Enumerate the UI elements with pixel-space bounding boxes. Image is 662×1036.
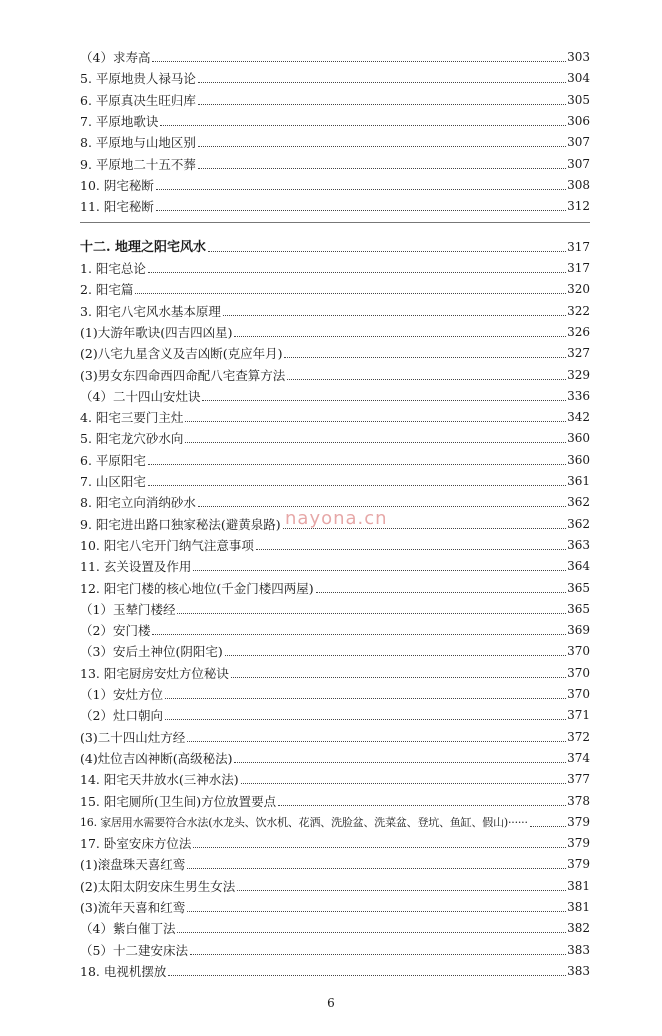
toc-entry-label: 3. 阳宅八宅风水基本原理 (80, 303, 221, 319)
toc-entry-page: 307 (567, 156, 590, 171)
toc-entry-page: 370 (567, 644, 590, 659)
toc-entry (80, 277, 590, 297)
toc-entry-label: 14. 阳宅天井放水(三神水法) (80, 772, 239, 788)
toc-entry-label: （4）紫白催丁法 (80, 921, 176, 937)
toc-entry-page: 379 (567, 857, 590, 872)
toc-entry-page: 361 (567, 474, 590, 488)
toc-entry-label: (3)男女东四命西四命配八宅查算方法 (80, 367, 286, 383)
toc-entry (80, 448, 590, 468)
toc-entry-label: （4）二十四山安灶诀 (80, 388, 201, 404)
toc-entry-page: 317 (567, 240, 590, 254)
dot-leader (198, 82, 566, 83)
toc-entry-label: 11. 玄关设置及作用 (80, 559, 192, 575)
toc-entry-label: 9. 阳宅进出路口独家秘法(避黄泉路) (80, 516, 281, 532)
toc-entry (80, 789, 590, 809)
toc-entry (80, 426, 590, 446)
toc-entry-page: 329 (567, 367, 590, 382)
toc-entry-page: 304 (567, 71, 590, 86)
toc-entry (80, 810, 590, 830)
toc-entry (80, 639, 590, 659)
toc-entry-page: 305 (567, 92, 590, 107)
toc-entry-label: 2. 阳宅篇 (80, 282, 134, 298)
toc-entry-label: (2)太阳太阴安床生男生女法 (80, 878, 236, 894)
dot-leader (152, 61, 566, 62)
dot-leader (165, 698, 566, 699)
toc-entry-label: （3）安后土神位(阴阳宅) (80, 644, 223, 660)
toc-entry-label: 8. 平原地与山地区别 (80, 135, 196, 151)
toc-entry-label: （2）灶口朝向 (80, 708, 163, 724)
toc-entry-page: 303 (567, 50, 590, 64)
toc-entry-page: 381 (567, 878, 590, 893)
toc-entry (80, 194, 590, 214)
toc-entry (80, 469, 590, 489)
toc-entry (80, 88, 590, 108)
toc-entry (80, 959, 590, 979)
dot-leader (177, 613, 566, 614)
dot-leader (152, 634, 566, 635)
dot-leader (165, 719, 566, 720)
dot-leader (256, 549, 566, 550)
toc-entry-page: 362 (567, 495, 590, 510)
toc-entry-label: (4)灶位吉凶神断(高级秘法) (80, 750, 233, 766)
toc-entry-page: 336 (567, 388, 590, 403)
toc-entry (80, 173, 590, 193)
toc-entry-page: 364 (567, 559, 590, 574)
dot-leader (177, 932, 566, 933)
dot-leader (198, 104, 566, 105)
dot-leader (231, 677, 566, 678)
toc-entry-label: （5）十二建安床法 (80, 942, 188, 958)
toc-entry (80, 130, 590, 150)
dot-leader (530, 826, 566, 827)
toc-entry-label: 1. 阳宅总论 (80, 261, 146, 276)
toc-entry (80, 66, 590, 86)
toc-entry (80, 895, 590, 915)
toc-entry-label: 11. 阳宅秘断 (80, 199, 154, 215)
toc-entry (80, 618, 590, 638)
toc-entry-label: 10. 阳宅八宅开门纳气注意事项 (80, 537, 254, 553)
dot-leader (202, 400, 566, 401)
dot-leader (148, 485, 566, 486)
dot-leader (223, 315, 566, 316)
toc-entry-page: 371 (567, 708, 590, 723)
toc-entry-page: 307 (567, 135, 590, 150)
toc-entry-page: 360 (567, 452, 590, 467)
dot-leader (185, 421, 566, 422)
toc-entry-page: 374 (567, 750, 590, 765)
dot-leader (160, 125, 566, 126)
toc-entry-page: 379 (567, 814, 590, 829)
toc-entry-label: 9. 平原地二十五不葬 (80, 156, 196, 172)
dot-leader (241, 783, 566, 784)
page-number: 6 (327, 996, 335, 1010)
toc-entry (80, 299, 590, 319)
toc-entry-page: 312 (567, 199, 590, 214)
toc-entry-label: 7. 山区阳宅 (80, 474, 146, 489)
toc-entry (80, 916, 590, 936)
toc-entry-page: 327 (567, 346, 590, 361)
toc-entry-page: 379 (567, 836, 590, 851)
toc-entry-page: 306 (567, 113, 590, 128)
toc-entry-label: 17. 卧室安床方位法 (80, 836, 192, 852)
toc-entry-label: 16. 家居用水需要符合水法(水龙头、饮水机、花洒、洗脸盆、洗菜盆、登坑、鱼缸、假山)······ (80, 815, 528, 829)
toc-entry-label: （4）求寿高 (80, 50, 151, 65)
dot-leader (135, 293, 566, 294)
dot-leader (234, 336, 566, 337)
toc-entry (80, 831, 590, 851)
toc-entry-page: 326 (567, 324, 590, 339)
toc-entry-page: 378 (567, 793, 590, 808)
dot-leader (193, 847, 566, 848)
toc-entry (80, 852, 590, 872)
toc-entry-label: 5. 阳宅龙穴砂水向 (80, 431, 184, 447)
dot-leader (278, 805, 566, 806)
toc-entry-label: 18. 电视机摆放 (80, 963, 167, 979)
toc-entry-label: 7. 平原地歌诀 (80, 113, 159, 129)
dot-leader (316, 592, 566, 593)
toc-entry (80, 597, 590, 617)
toc-entry-label: (3)流年天喜和红鸾 (80, 900, 186, 915)
toc-entry-page: 377 (567, 772, 590, 787)
toc-entry (80, 152, 590, 172)
toc-entry-label: 8. 阳宅立向消纳砂水 (80, 495, 196, 511)
dot-leader (187, 741, 566, 742)
toc-entry-page: 369 (567, 623, 590, 638)
toc-entry-page: 322 (567, 303, 590, 318)
dot-leader (148, 464, 566, 465)
toc-entry (80, 554, 590, 574)
toc-entry-page: 317 (567, 261, 590, 275)
dot-leader (237, 890, 566, 891)
toc-entry-page: 382 (567, 921, 590, 936)
toc-entry-label: 15. 阳宅厕所(卫生间)方位放置要点 (80, 793, 277, 809)
dot-leader (198, 168, 566, 169)
watermark: nayona.cn (285, 508, 388, 529)
dot-leader (156, 189, 566, 190)
dot-leader (284, 357, 566, 358)
toc-entry (80, 767, 590, 787)
toc-entry (80, 533, 590, 553)
toc-entry-label: （1）玉辇门楼经 (80, 601, 176, 617)
toc-entry-page: 372 (567, 729, 590, 744)
toc-entry-label: (3)二十四山灶方经 (80, 729, 186, 745)
toc-entry-page: 383 (567, 963, 590, 978)
dot-leader (187, 911, 566, 912)
toc-entry (80, 45, 590, 65)
toc-entry-label: (2)八宅九星含义及吉凶断(克应年月) (80, 346, 283, 362)
toc-entry-label: 5. 平原地贵人禄马论 (80, 71, 196, 87)
toc-entry-label: （1）安灶方位 (80, 687, 163, 702)
toc-entry (80, 256, 590, 276)
dot-leader (148, 272, 566, 273)
toc-entry (80, 682, 590, 702)
toc-entry-page: 381 (567, 900, 590, 914)
dot-leader (193, 570, 566, 571)
toc-entry-page: 370 (567, 665, 590, 680)
toc-entry-page: 365 (567, 601, 590, 616)
toc-entry-label: 6. 平原阳宅 (80, 452, 146, 468)
toc-entry (80, 109, 590, 129)
toc-entry-page: 370 (567, 687, 590, 701)
dot-leader (287, 379, 566, 380)
toc-entry-page: 320 (567, 282, 590, 297)
toc-entry-page: 308 (567, 177, 590, 192)
dot-leader (198, 146, 566, 147)
toc-entry-label: 13. 阳宅厨房安灶方位秘诀 (80, 665, 229, 681)
toc-entry-page: 363 (567, 537, 590, 552)
toc-entry-label: （2）安门楼 (80, 623, 151, 639)
toc-entry-label: 十二. 地理之阳宅风水 (80, 240, 207, 255)
dot-leader (225, 655, 566, 656)
toc-entry-page: 383 (567, 942, 590, 957)
toc-entry-label: 6. 平原真决生旺归库 (80, 92, 196, 108)
toc-entry-page: 365 (567, 580, 590, 595)
toc-entry (80, 576, 590, 596)
toc-entry-label: 4. 阳宅三要门主灶 (80, 410, 184, 426)
toc-entry-page: 362 (567, 516, 590, 531)
dot-leader (168, 975, 566, 976)
toc-entry (80, 746, 590, 766)
dot-leader (156, 210, 566, 211)
toc-entry-label: (1)大游年歌诀(四吉四凶星) (80, 324, 233, 340)
toc-entry (80, 725, 590, 745)
toc-entry-label: 12. 阳宅门楼的核心地位(千金门楼四两屋) (80, 580, 314, 596)
toc-entry (80, 938, 590, 958)
dot-leader (190, 954, 566, 955)
dot-leader (234, 762, 566, 763)
toc-entry (80, 320, 590, 340)
toc-entry-page: 342 (567, 410, 590, 425)
toc-entry (80, 405, 590, 425)
section-divider (80, 222, 590, 223)
toc-entry (80, 874, 590, 894)
toc-entry-label: (1)滚盘珠天喜红鸾 (80, 857, 186, 873)
toc-entry (80, 341, 590, 361)
dot-leader (185, 442, 566, 443)
toc-entry (80, 363, 590, 383)
dot-leader (187, 868, 566, 869)
toc-entry-label: 10. 阴宅秘断 (80, 177, 154, 193)
toc-entry (80, 384, 590, 404)
toc-entry (80, 235, 590, 255)
toc-entry-page: 360 (567, 431, 590, 446)
dot-leader (208, 251, 566, 252)
toc-entry (80, 661, 590, 681)
toc-entry (80, 703, 590, 723)
